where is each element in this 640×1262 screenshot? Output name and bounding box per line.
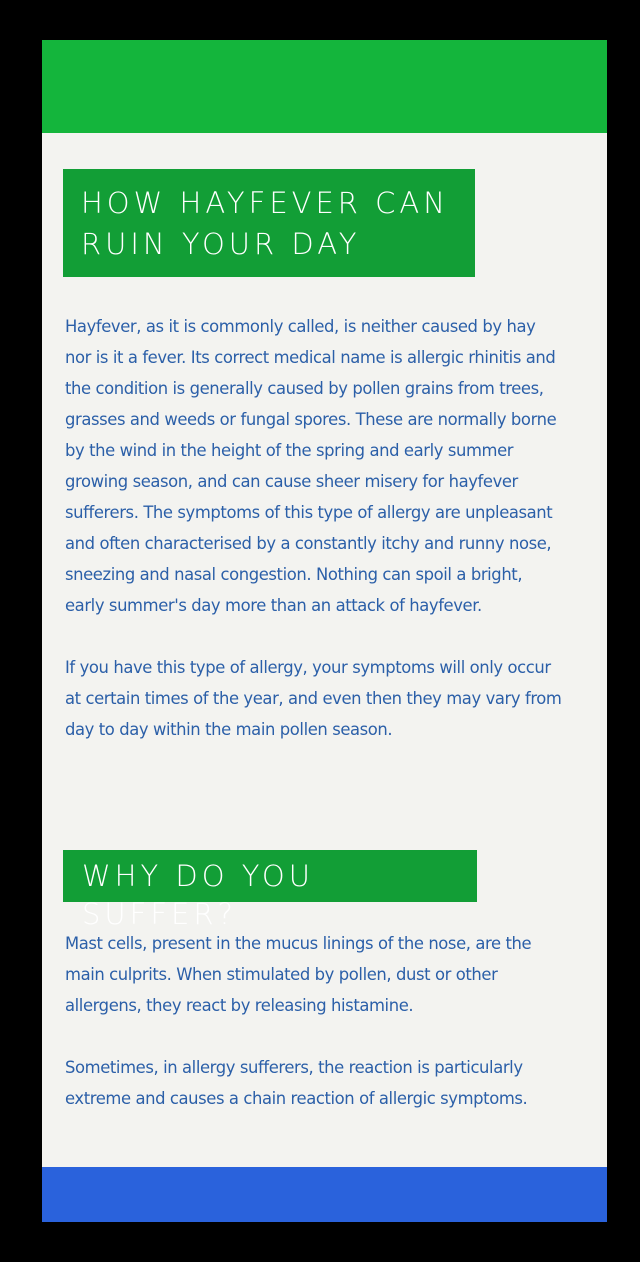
- paragraph-allergy-times: If you have this type of allergy, your symptoms will only occur at certain times of the year, and even then they may vary from day to day within the main pollen season.: [65, 658, 562, 739]
- leaflet-page: [42, 40, 607, 1222]
- paragraph-hayfever-intro: Hayfever, as it is commonly called, is neither caused by hay nor is it a fever. Its correct medical name is allergic rhinitis and the condition is generally caused by pollen grains from trees, grasses and weeds or fungal spores. These are normally borne by the wind in the height of the spring and early summer growing season, and can cause sheer misery for hayfever sufferers. The symptoms of this type of allergy are unpleasant and often characterised by a constantly itchy and runny nose, sneezing and nasal congestion. Nothing can spoil a bright, early summer's day more than an attack of hayfever.: [65, 317, 557, 615]
- heading-how-hayfever-text: HOW HAYFEVER CAN RUIN YOUR DAY: [81, 186, 449, 261]
- paragraph-chain-reaction: Sometimes, in allergy sufferers, the reaction is particularly extreme and causes a chain reaction of allergic symptoms.: [65, 1058, 528, 1108]
- heading-how-hayfever: [63, 169, 475, 277]
- heading-why-suffer-text: WHY DO YOU SUFFER?: [82, 859, 314, 931]
- top-green-band: [42, 40, 607, 133]
- paragraph-mast-cells: Mast cells, present in the mucus linings of the nose, are the main culprits. When stimulated by pollen, dust or other allergens, they react by releasing histamine.: [65, 934, 532, 1015]
- heading-why-suffer: [63, 850, 477, 931]
- bottom-blue-band: [42, 1167, 607, 1222]
